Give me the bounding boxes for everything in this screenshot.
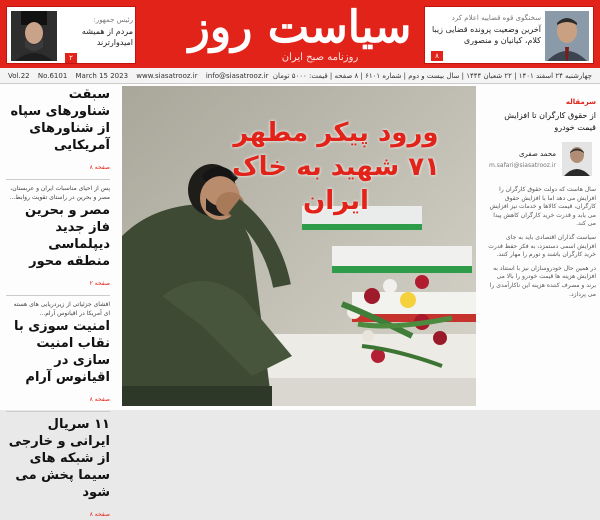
editorial-author (486, 140, 596, 180)
issue-info-bar (0, 68, 600, 84)
news-headline[interactable]: ۱۱ سریال ایرانی و خارجی از شبکه های سیما پخش می شود (8, 417, 110, 500)
editorial-title[interactable]: از حقوق کارگران تا افزایش قیمت خودرو (504, 111, 596, 132)
editorial-paragraph: سیاست گذاران اقتصادی باید به جای افزایش اسمی دستمزد، به فکر حفظ قدرت خرید کارگران باشند و تورم را مهار کنند. (488, 233, 596, 259)
president-promo-title: مردم از همیشه امیدوارترند (81, 27, 133, 47)
president-photo (11, 11, 57, 61)
editorial-body (486, 186, 596, 299)
author-avatar (562, 142, 592, 176)
editorial-paragraph: در همین حال خودروسازان نیز با استناد به افزایش هزینه ها قیمت خودرو را بالا می برند و مصرف کننده هزینه این ناکارآمدی را می پردازد. (489, 264, 596, 298)
news-headline[interactable]: امنیت سوزی با نقاب امنیت سازی در اقیانوس آرام (13, 319, 110, 385)
volume: Vol.22 (8, 72, 30, 80)
page-badge: ۸ (431, 51, 443, 61)
judiciary-promo-kicker: سخنگوی قوه قضاییه اعلام کرد (451, 14, 541, 22)
email-link[interactable]: info@siasatrooz.ir (205, 72, 269, 80)
divider (6, 295, 110, 296)
news-lead: پس از احیای مناسبات ایران و عربستان، مصر و بحرین در راستای تقویت روابط... (9, 185, 110, 201)
page-reference[interactable]: صفحه ۲ (89, 280, 110, 287)
president-promo-kicker: رئیس جمهور: (93, 16, 133, 24)
newspaper-logo: سیاست روز (188, 2, 412, 53)
news-item[interactable] (6, 416, 110, 520)
website-link[interactable]: www.siasatrooz.ir (136, 72, 198, 80)
page-reference[interactable]: صفحه ۸ (89, 511, 110, 518)
divider (6, 179, 110, 180)
lead-headline[interactable]: ورود پیکر مطهر ۷۱ شهید به خاک ایران (232, 118, 440, 216)
section-label: سرمقاله (565, 98, 596, 106)
news-item[interactable] (6, 86, 110, 173)
news-headline[interactable]: مصر و بحرین فاز جدید دیپلماسی منطقه محور (25, 203, 110, 269)
news-lead: افشای جزئیاتی از زیردریایی های هسته ای آمریکا در اقیانوس آرام... (13, 301, 110, 317)
judiciary-promo-text (431, 13, 541, 46)
president-promo-text (61, 15, 133, 48)
newspaper-tagline: روزنامه صبح ایران (281, 52, 359, 63)
issue-number: No.6101 (37, 72, 68, 80)
news-headline[interactable]: سبقت شناورهای سپاه از شناورهای آمریکایی (10, 87, 110, 153)
masthead (0, 0, 600, 68)
editorial-paragraph: سال هاست که دولت حقوق کارگران را افزایش می دهد اما با افزایش حقوق کارگران، قیمت کالاها و خدمات نیز افزایش می یابد و قدرت خرید کارگران کاهش پیدا می کند. (489, 186, 596, 228)
author-name: محمد صفری (518, 150, 556, 158)
author-email[interactable]: m.safari@siasatrooz.ir (489, 162, 556, 169)
lead-story-photo[interactable] (122, 86, 476, 406)
page-badge: ۲ (65, 53, 77, 63)
divider (6, 411, 110, 412)
spokesman-photo (545, 11, 589, 61)
issue-date: March 15 2023 (75, 72, 129, 80)
page-reference[interactable]: صفحه ۸ (89, 396, 110, 403)
page-reference[interactable]: صفحه ۸ (89, 164, 110, 171)
news-item[interactable] (6, 300, 110, 405)
issue-info-english (8, 68, 275, 84)
judiciary-promo[interactable] (424, 6, 594, 64)
left-news-column (0, 86, 116, 518)
news-item[interactable] (6, 184, 110, 289)
editorial-column (480, 86, 600, 410)
judiciary-promo-title: آخرین وضعیت پرونده قضایی زیبا کلام، کیانیان و منصوری (431, 25, 541, 45)
president-promo[interactable] (6, 6, 136, 64)
issue-info-persian: چهارشنبه ۲۴ اسفند ۱۴۰۱ | ۲۲ شعبان ۱۴۴۴ | سال بیست و دوم | شماره ۶۱۰۱ | ۸ صفحه | قیمت: ۵۰۰۰ تومان (272, 72, 592, 80)
